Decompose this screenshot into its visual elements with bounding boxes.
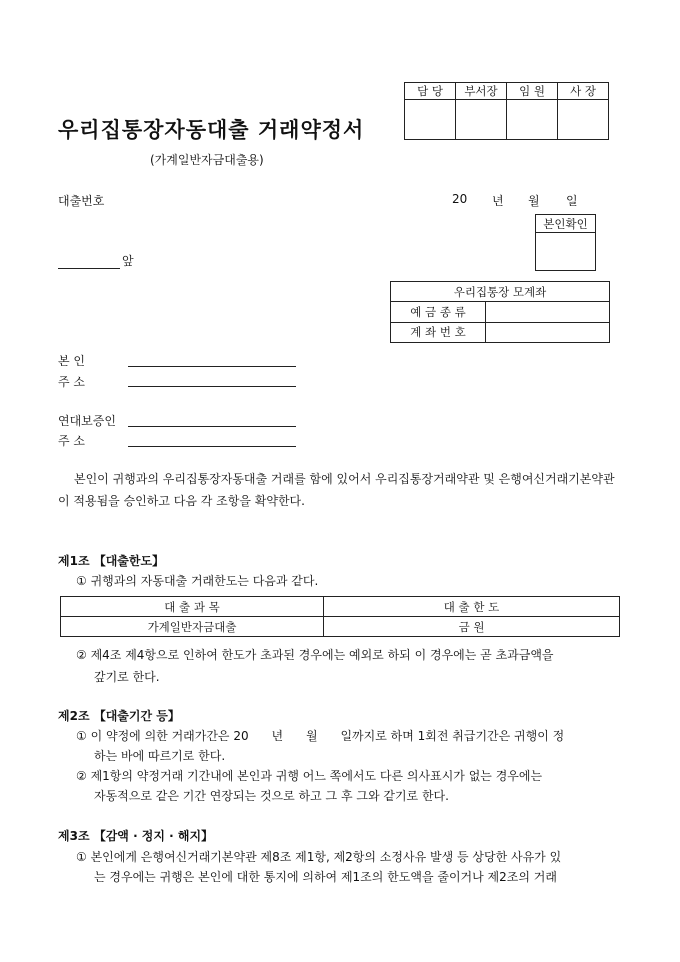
- guarantor-name-field[interactable]: [128, 426, 296, 427]
- article1-item2-line1: ② 제4조 제4항으로 인하여 한도가 초과된 경우에는 예외로 하되 이 경우에는 곧 초과금액을: [76, 648, 554, 662]
- mother-account-title: 우리집통장 모계좌: [391, 282, 610, 302]
- article3-item1-line2: 는 경우에는 귀행은 본인에 대한 통지에 의하여 제1조의 한도액을 줄이거나 제2조의 거래: [94, 870, 557, 884]
- approval-sign-president[interactable]: [558, 100, 609, 140]
- article2-item2-line2: 자동적으로 같은 기간 연장되는 것으로 하고 그 후 그와 같기로 한다.: [94, 789, 449, 803]
- date-year: 년: [492, 194, 504, 208]
- approval-table: [404, 82, 609, 140]
- mother-account-table: [390, 281, 610, 343]
- approval-header-president: 사 장: [558, 83, 609, 100]
- article2-item1-line1: ① 이 약정에 의한 거래가간은 20 년 월 일까지로 하며 1회전 취급기간은 귀행이 정: [76, 729, 565, 743]
- borrower-label: 본 인: [58, 354, 85, 368]
- account-number-label: 계 좌 번 호: [391, 322, 486, 342]
- article3-heading: 제3조 【감액 · 정지 · 해지】: [58, 829, 214, 843]
- article1-item2-line2: 갚기로 한다.: [94, 670, 160, 684]
- deposit-type-label: 예 금 종 류: [391, 302, 486, 322]
- guarantor-address-label: 주 소: [58, 434, 85, 448]
- approval-header-executive: 임 원: [507, 83, 558, 100]
- account-number-value[interactable]: [486, 322, 610, 342]
- guarantor-address-field[interactable]: [128, 446, 296, 447]
- article2-item1-line2: 하는 바에 따르기로 한다.: [94, 749, 226, 763]
- identity-check-box: [535, 214, 596, 271]
- guarantor-label: 연대보증인: [58, 414, 116, 428]
- approval-sign-executive[interactable]: [507, 100, 558, 140]
- borrower-address-field[interactable]: [128, 386, 296, 387]
- document-subtitle: (가계일반자금대출용): [150, 153, 264, 167]
- identity-check-stamp[interactable]: [536, 233, 596, 271]
- article2-heading: 제2조 【대출기간 등】: [58, 709, 180, 723]
- borrower-address-label: 주 소: [58, 375, 85, 389]
- deposit-type-value[interactable]: [486, 302, 610, 322]
- date-year-prefix: 20: [452, 192, 468, 206]
- approval-header-staff: 담 당: [405, 83, 456, 100]
- date-day: 일: [566, 194, 578, 208]
- approval-sign-staff[interactable]: [405, 100, 456, 140]
- article1-heading: 제1조 【대출한도】: [58, 554, 165, 568]
- date-month: 월: [528, 194, 540, 208]
- loan-number-label: 대출번호: [58, 194, 105, 208]
- loan-subject-header: 대 출 과 목: [61, 597, 324, 617]
- approval-sign-manager[interactable]: [456, 100, 507, 140]
- loan-limit-header: 대 출 한 도: [324, 597, 620, 617]
- loan-limit-table: [60, 596, 620, 637]
- article2-item2-line1: ② 제1항의 약정거래 기간내에 본인과 귀행 어느 쪽에서도 다른 의사표시가 없는 경우에는: [76, 769, 543, 783]
- addressee-line[interactable]: [58, 268, 120, 269]
- article3-item1-line1: ① 본인에게 은행여신거래기본약관 제8조 제1항, 제2항의 소정사유 발생 등 상당한 사유가 있: [76, 850, 562, 864]
- document-title: 우리집통장자동대출 거래약정서: [58, 117, 365, 142]
- addressee-suffix: 앞: [122, 254, 134, 268]
- identity-check-label: 본인확인: [536, 215, 596, 233]
- loan-limit-value[interactable]: 금 원: [324, 617, 620, 637]
- approval-header-manager: 부서장: [456, 83, 507, 100]
- borrower-name-field[interactable]: [128, 366, 296, 367]
- intro-paragraph: 본인이 귀행과의 우리집통장자동대출 거래를 함에 있어서 우리집통장거래약관 및 은행여신거래기본약관이 적용됨을 승인하고 다음 각 조항을 확약한다.: [58, 472, 615, 508]
- article1-item1: ① 귀행과의 자동대출 거래한도는 다음과 같다.: [76, 574, 319, 588]
- loan-subject-value: 가계일반자금대출: [61, 617, 324, 637]
